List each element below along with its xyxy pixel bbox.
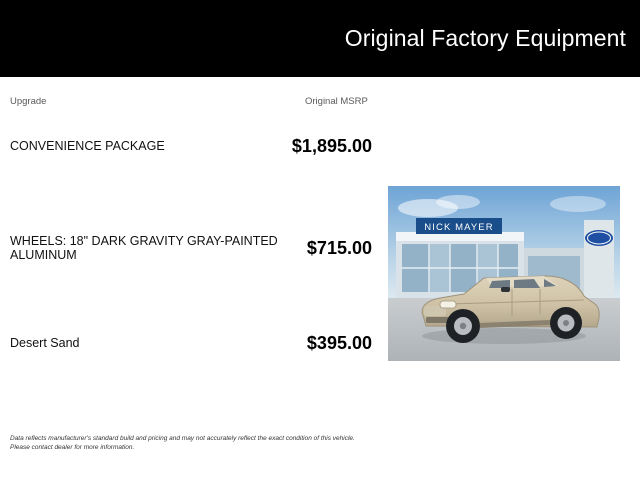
equipment-price: $395.00 <box>306 332 372 353</box>
vehicle-photo <box>388 186 620 361</box>
equipment-name: CONVENIENCE PACKAGE <box>10 139 165 153</box>
disclaimer-line-1: Data reflects manufacturer's standard build and pricing and may not accurately reflect the exact condition of this vehicle. <box>10 435 355 442</box>
page-header <box>0 0 640 77</box>
svg-text:NICK MAYER: NICK MAYER <box>424 222 494 233</box>
disclaimer-line-2: Please contact dealer for more information. <box>10 444 135 451</box>
equipment-name: WHEELS: 18" DARK GRAVITY GRAY-PAINTED ALUMINUM <box>10 234 278 262</box>
equipment-price: $715.00 <box>306 237 372 258</box>
column-header-upgrade: Upgrade <box>10 96 47 107</box>
equipment-price: $1,895.00 <box>291 135 372 156</box>
table-row <box>0 113 640 179</box>
page-title: Original Factory Equipment <box>344 25 626 51</box>
column-headers <box>0 77 640 113</box>
disclaimer <box>10 434 610 452</box>
column-header-msrp: Original MSRP <box>305 96 368 107</box>
equipment-name: Desert Sand <box>10 336 80 350</box>
